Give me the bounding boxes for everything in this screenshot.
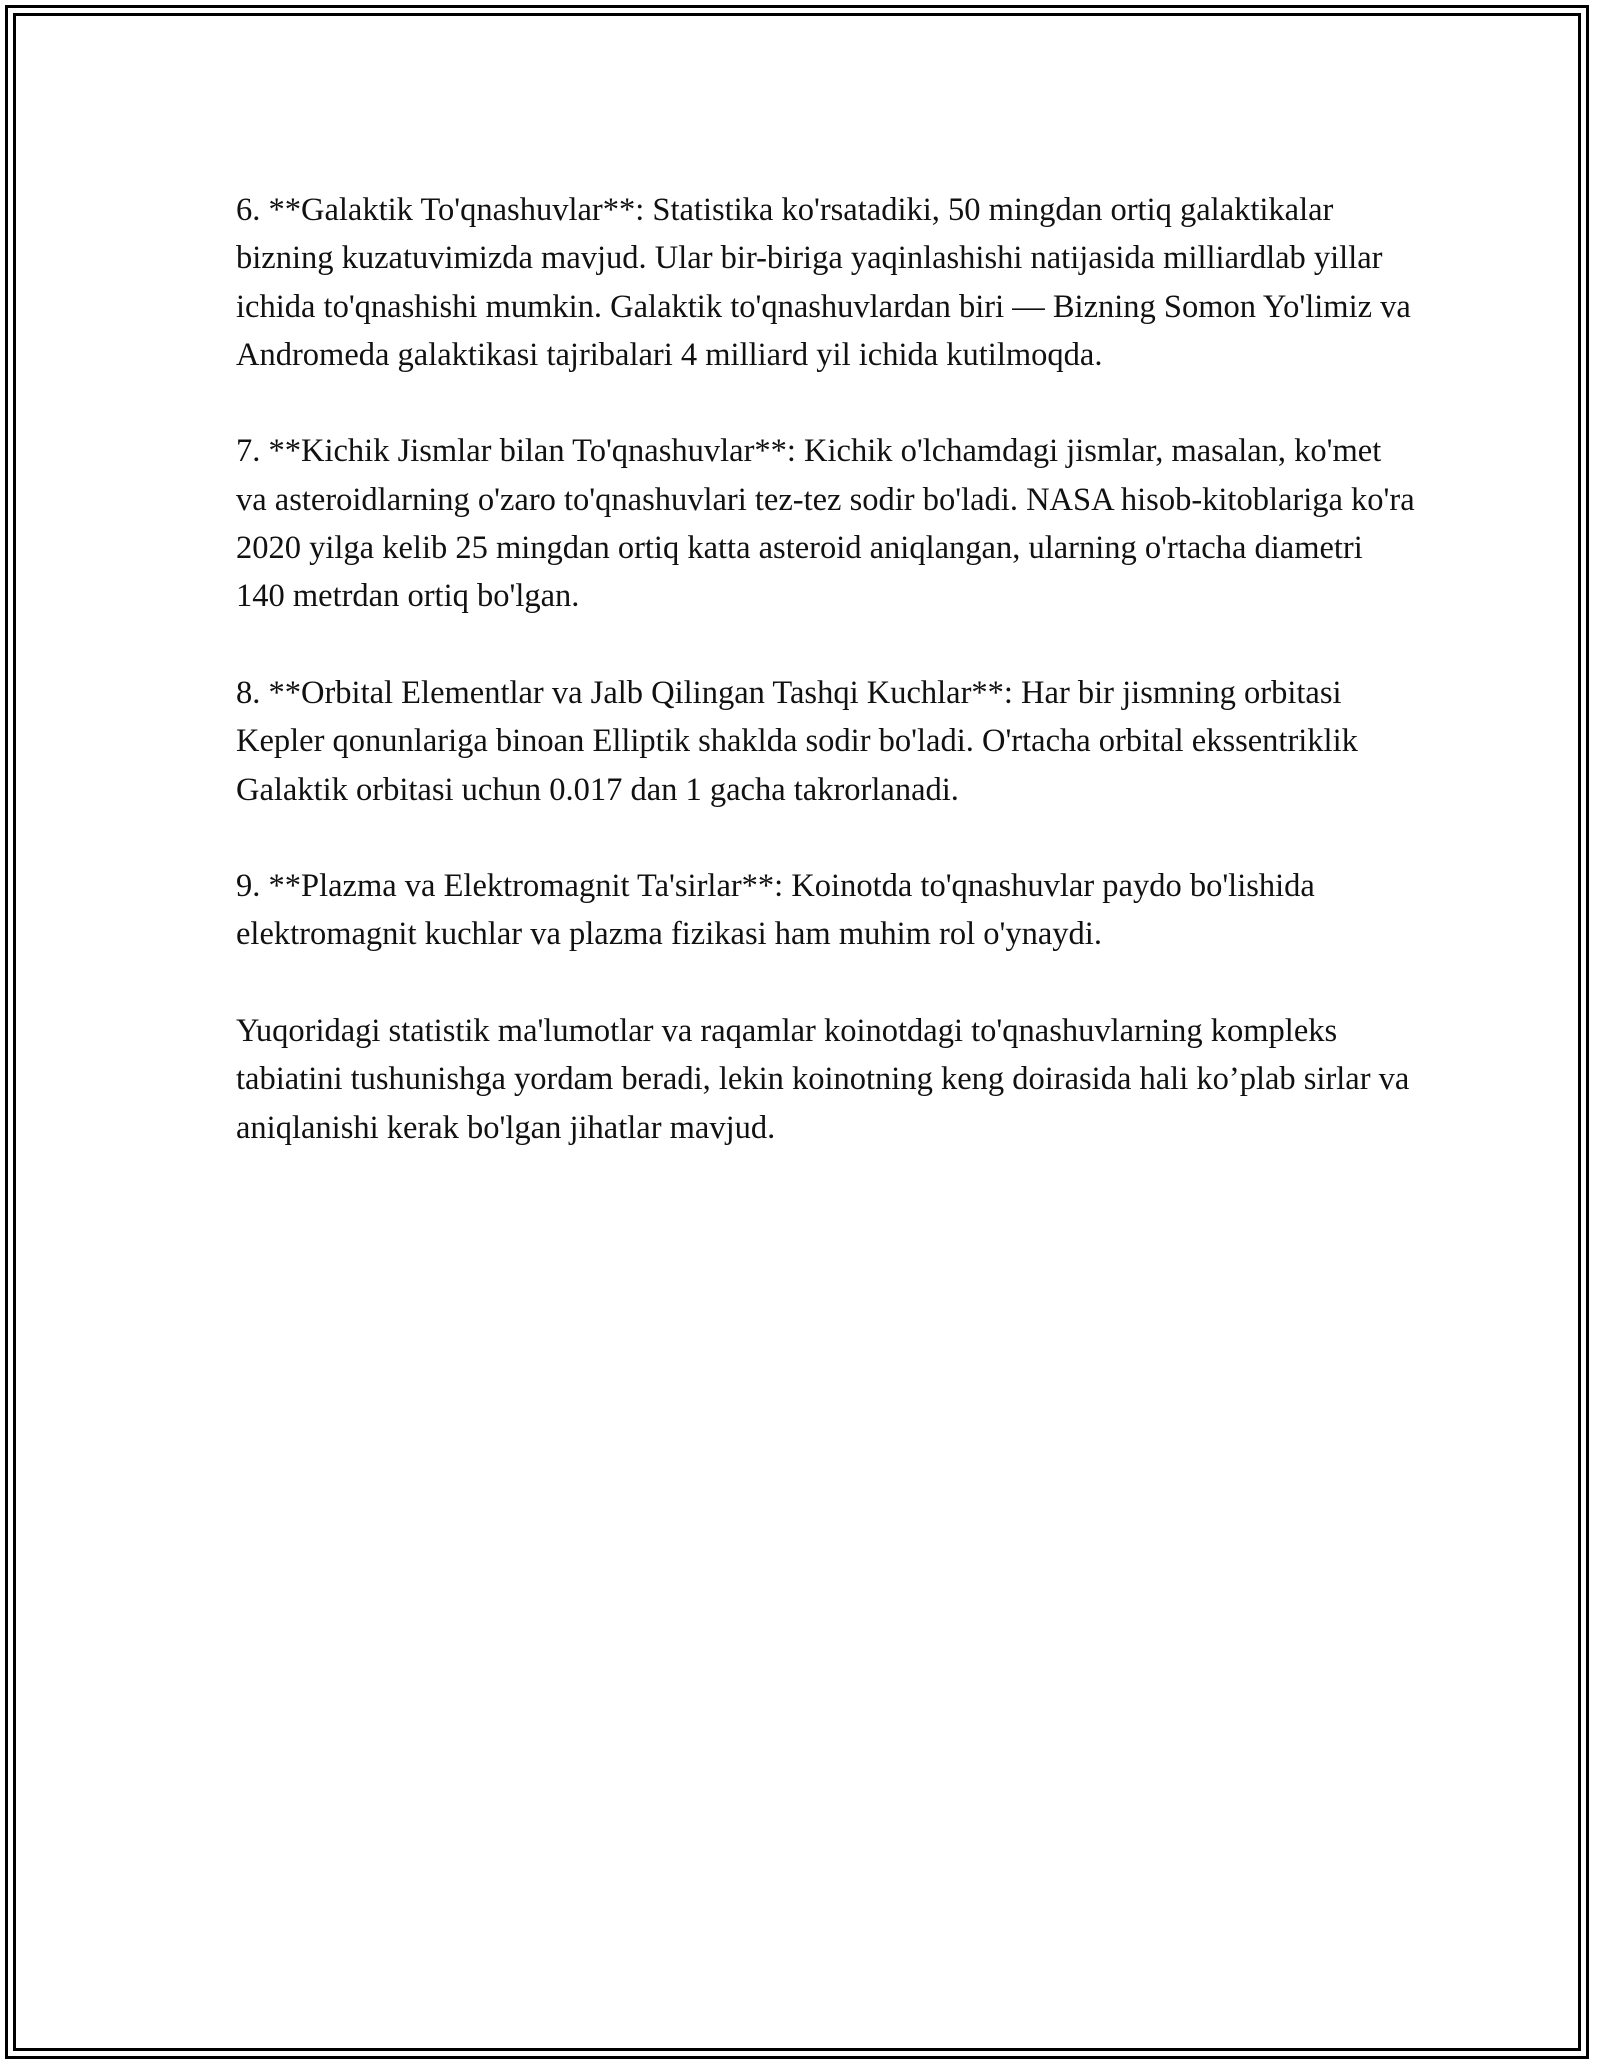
paragraph-conclusion: Yuqoridagi statistik ma'lumotlar va raqamlar koinotdagi to'qnashuvlarning kompleks tabiatini tushunishga yordam beradi, lekin koinotning keng doirasida hali ko’plab sirlar va aniqlanishi kerak bo'lgan jihatlar mavjud.: [236, 1013, 1410, 1146]
document-body: [236, 186, 1416, 1200]
paragraph-small-body-collisions: 7. **Kichik Jismlar bilan To'qnashuvlar**: Kichik o'lchamdagi jismlar, masalan, ko'met va asteroidlarning o'zaro to'qnashuvlari tez-tez sodir bo'ladi. NASA hisob-kitoblariga ko'ra 2020 yilga kelib 25 mingdan ortiq katta asteroid aniqlangan, ularning o'rtacha diametri 140 metrdan ortiq bo'lgan.: [236, 433, 1415, 615]
paragraph-orbital-elements: 8. **Orbital Elementlar va Jalb Qilingan Tashqi Kuchlar**: Har bir jismning orbitasi Kepler qonunlariga binoan Elliptik shaklda sodir bo'ladi. O'rtacha orbital ekssentriklik Galaktik orbitasi uchun 0.017 dan 1 gacha takrorlanadi.: [236, 674, 1358, 808]
paragraph-galactic-collisions: 6. **Galaktik To'qnashuvlar**: Statistika ko'rsatadiki, 50 mingdan ortiq galaktikalar bizning kuzatuvimizda mavjud. Ular bir-biriga yaqinlashishi natijasida milliardlab yillar ichida to'qnashishi mumkin. Galaktik to'qnashuvlardan biri — Bizning Somon Yo'limiz va Andromeda galaktikasi tajribalari 4 milliard yil ichida kutilmoqda.: [236, 192, 1411, 373]
paragraph-plasma-electromagnetic: 9. **Plazma va Elektromagnit Ta'sirlar**: Koinotda to'qnashuvlar paydo bo'lishida elektromagnit kuchlar va plazma fizikasi ham muhim rol o'ynaydi.: [236, 868, 1315, 953]
